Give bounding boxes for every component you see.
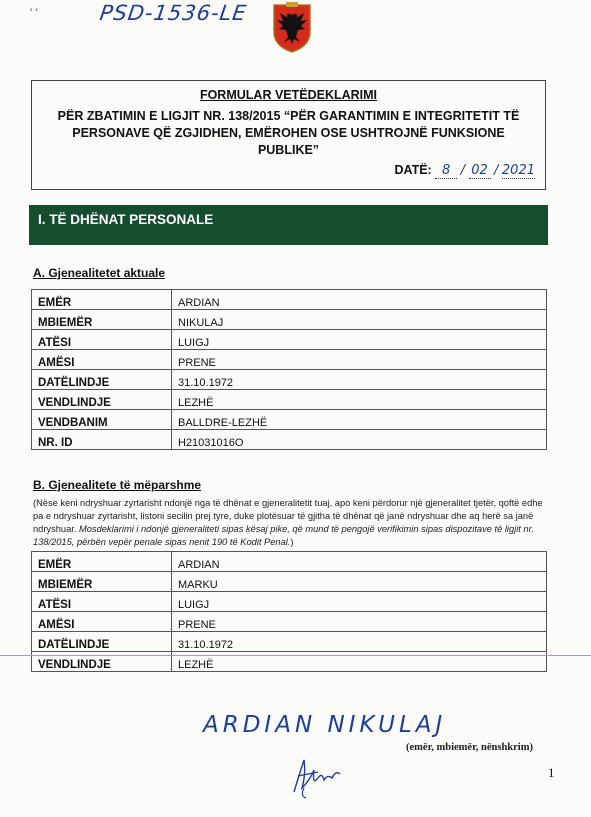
field-label: ATËSI bbox=[32, 592, 172, 612]
previous-identity-note bbox=[33, 497, 553, 549]
form-subtitle: PËR ZBATIMIN E LIGJIT NR. 138/2015 “PËR GARANTIMIN E INTEGRITETIT TË PERSONAVE QË ZGJIDHEN, EMËROHEN OSE USHTROJNË FUNKSIONE PUBLIKE” bbox=[57, 109, 520, 157]
section-title-bar: I. TË DHËNAT PERSONALE bbox=[29, 205, 548, 245]
field-value: BALLDRE-LEZHË bbox=[172, 410, 547, 430]
field-value: LUIGJ bbox=[172, 330, 547, 350]
date-separator: / bbox=[494, 163, 499, 178]
field-value: ARDIAN bbox=[172, 290, 547, 310]
field-value: LUIGJ bbox=[172, 592, 547, 612]
field-label: MBIEMËR bbox=[32, 572, 172, 592]
field-label: DATËLINDJE bbox=[32, 632, 172, 652]
field-label: AMËSI bbox=[32, 350, 172, 370]
field-value: 31.10.1972 bbox=[172, 632, 547, 652]
table-row bbox=[32, 350, 547, 370]
date-label: DATË: bbox=[394, 163, 432, 177]
field-value: H21031016O bbox=[172, 430, 547, 450]
field-value: 31.10.1972 bbox=[172, 370, 547, 390]
note-close: ) bbox=[290, 537, 294, 547]
note-text: (Nëse keni ndryshuar zyrtarisht ndonjë nga të dhënat e gjeneralitetit tuaj, apo keni përdorur një gjeneralitet tjetër, qoftë edhe pa e ndryshuar zyrtarisht, listoni secilin prej tyre, duke plotësuar të gjitha të dhënat që janë ndryshuar dhe aq herë sa janë ndryshuar. bbox=[33, 498, 543, 534]
field-label: EMËR bbox=[32, 290, 172, 310]
field-value: NIKULAJ bbox=[172, 310, 547, 330]
field-value: ARDIAN bbox=[172, 552, 547, 572]
field-label: VENDBANIM bbox=[32, 410, 172, 430]
form-title: FORMULAR VETËDEKLARIMI bbox=[199, 88, 378, 102]
table-row bbox=[32, 310, 547, 330]
previous-identity-heading: B. Gjenealitete të mëparshme bbox=[33, 478, 202, 492]
table-row bbox=[32, 410, 547, 430]
field-label: NR. ID bbox=[32, 430, 172, 450]
field-label: VENDLINDJE bbox=[32, 652, 172, 672]
form-header-box bbox=[31, 80, 546, 190]
field-value: LEZHË bbox=[172, 390, 547, 410]
margin-marks: ' ' bbox=[30, 6, 38, 20]
date-separator: / bbox=[460, 163, 466, 178]
field-value: PRENE bbox=[172, 612, 547, 632]
current-identity-heading: A. Gjenealitetet aktuale bbox=[33, 266, 166, 280]
page-number: 1 bbox=[548, 765, 555, 780]
note-warning-text: Mosdeklarimi i ndonjë gjeneraliteti sipas kësaj pike, që mund të pengojë verifikimin sipas dispozitave të ligjit nr. 138/2015, përbën vepër penale sipas nenit 190 të Kodit Penal. bbox=[33, 524, 534, 547]
field-label: EMËR bbox=[32, 552, 172, 572]
field-label: ATËSI bbox=[32, 330, 172, 350]
date-row bbox=[394, 163, 535, 179]
handwritten-document-code: PSD-1536-LE bbox=[98, 1, 249, 25]
field-label: MBIEMËR bbox=[32, 310, 172, 330]
date-day: 8 bbox=[435, 163, 457, 179]
field-label: VENDLINDJE bbox=[32, 390, 172, 410]
table-row bbox=[32, 330, 547, 350]
handwritten-signatory-name: ARDIAN NIKULAJ bbox=[203, 712, 447, 738]
table-row bbox=[32, 572, 547, 592]
field-value: LEZHË bbox=[172, 652, 547, 672]
table-row bbox=[32, 552, 547, 572]
table-row bbox=[32, 430, 547, 450]
signature-caption: (emër, mbiemër, nënshkrim) bbox=[406, 742, 533, 753]
date-month: 02 bbox=[469, 163, 491, 179]
handwritten-signature bbox=[288, 752, 352, 800]
field-value: MARKU bbox=[172, 572, 547, 592]
table-row bbox=[32, 290, 547, 310]
table-row bbox=[32, 592, 547, 612]
table-row bbox=[32, 370, 547, 390]
date-year: 2021 bbox=[501, 163, 535, 178]
table-row bbox=[32, 390, 547, 410]
field-label: DATËLINDJE bbox=[32, 370, 172, 390]
albania-coat-of-arms-icon bbox=[266, 2, 318, 54]
current-identity-table bbox=[31, 289, 547, 450]
page-divider-line bbox=[0, 655, 591, 656]
field-value: PRENE bbox=[172, 350, 547, 370]
table-row bbox=[32, 612, 547, 632]
previous-identity-table bbox=[31, 551, 547, 672]
table-row bbox=[32, 632, 547, 652]
field-label: AMËSI bbox=[32, 612, 172, 632]
